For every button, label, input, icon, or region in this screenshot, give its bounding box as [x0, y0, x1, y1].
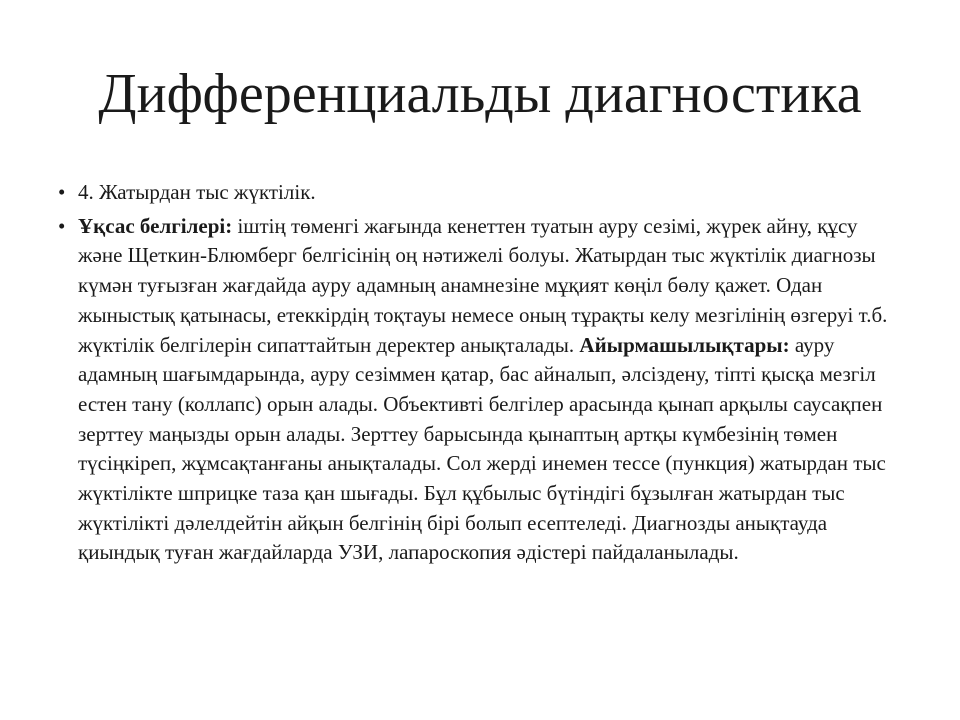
similar-signs-text: іштің төменгі жағында кенеттен туатын ауру сезімі, жүрек айну, құсу және Щеткин-Блюмберг белгісінің оң нәтижелі болуы. Жатырдан тыс жүктілік диагнозы күмән туғызған жағдайда ауру адамның анамнезіне мұқият көңіл бөлу қажет. Одан жыныстық қатынасы, етеккірдің тоқтауы немесе оның тұрақты келу мезгілінің өзгеруі т.б. жүктілік белгілерін сипаттайтын деректер анықталады. — [78, 213, 888, 357]
bullet-item-2 — [58, 212, 894, 568]
differences-text: ауру адамның шағымдарында, ауру сезіммен қатар, бас айналып, әлсіздену, тіпті қысқа мезгіл естен тану (коллапс) орын алады. Объективті белгілер арасында қынап арқылы саусақпен зерттеу маңызды орын алады. Зерттеу барысында қынаптың артқы күмбезінің төмен түсіңкіреп, жұмсақтанғаны анықталады. Сол жерді инемен тессе (пункция) жатырдан тыс жүктілікте шприцке таза қан шығады. Бұл құбылыс бүтіндігі бұзылған жатырдан тыс жүктілікті дәлелдейтін айқын белгінің бірі болып есептеледі. Диагнозды анықтауда қиындық туған жағдайларда УЗИ, лапароскопия әдістері пайдаланылады. — [78, 332, 886, 565]
slide-title: Дифференциальды диагностика — [98, 63, 862, 125]
bullet-text: 4. Жатырдан тыс жүктілік. — [78, 180, 316, 204]
bullet-icon: • — [58, 213, 66, 238]
bullet-list — [58, 178, 894, 572]
differences-label: Айырмашылықтары: — [579, 332, 790, 357]
bullet-item-1 — [58, 178, 894, 208]
similar-signs-label: Ұқсас белгілері: — [78, 213, 233, 238]
bullet-icon: • — [58, 180, 66, 204]
